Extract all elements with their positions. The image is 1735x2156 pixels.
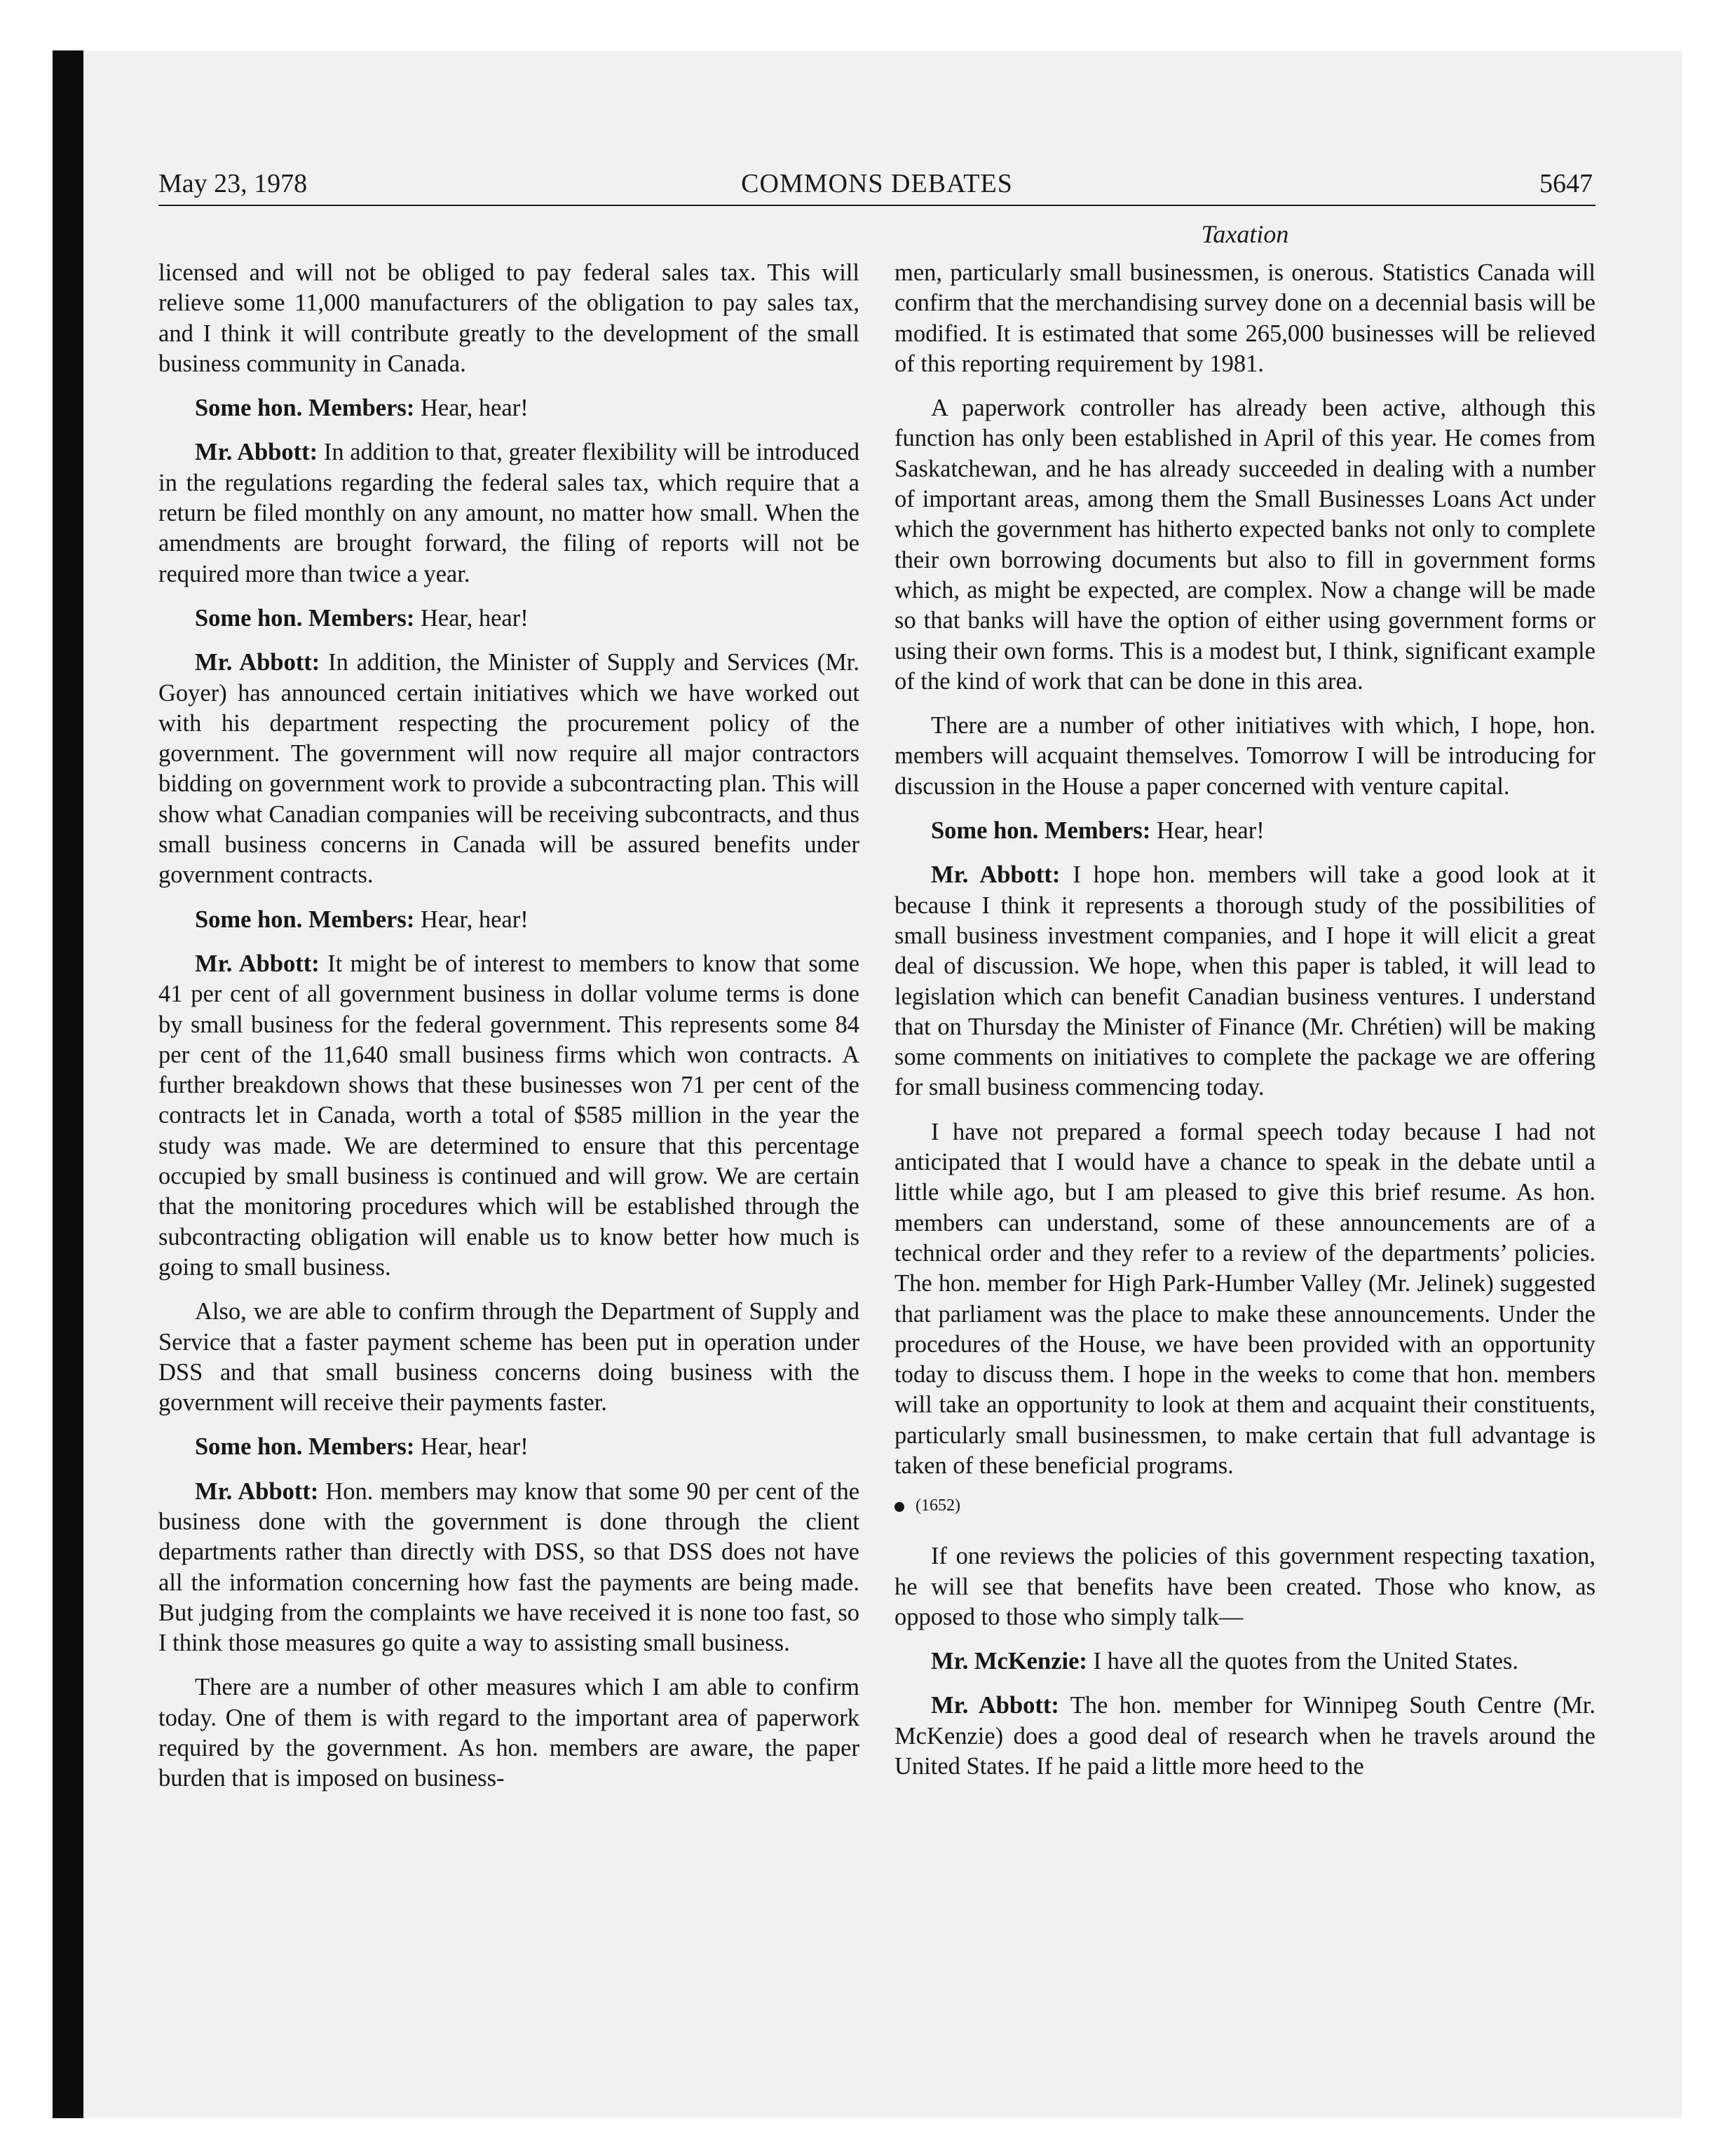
speech-paragraph (158, 648, 859, 890)
scan-edge (53, 50, 83, 2118)
interjection (158, 603, 859, 634)
speech-text: It might be of interest to members to know that some 41 per cent of all government business in dollar volume terms is done by small business for the federal government. This represents some 84 per cent of the 11,640 small business firms which won contracts. A further breakdown shows that these businesses won 71 per cent of the contracts let in Canada, worth a total of $585 million in the year the study was made. We are determined to ensure that this percentage occupied by small business is continued and will grow. We are certain that the monitoring procedures which will be established through the subcontracting obligation will enable us to know better how much is going to small business. (158, 950, 859, 1281)
speaker-name: Mr. McKenzie: (931, 1648, 1087, 1675)
running-head (158, 163, 1595, 206)
paragraph: A paperwork controller has already been active, although this function has only been established in April of this year. He comes from Saskatchewan, and he has already succeeded in dealing with a number of important areas, among them the Small Businesses Loans Act under which the government has hitherto expected banks not only to complete their own borrowing documents but also to fill in government forms which, as might be expected, are complex. Now a change will be made so that banks will have the option of either using government forms or using their own forms. This is a modest but, I think, significant example of the kind of work that can be done in this area. (894, 395, 1595, 695)
speaker-name: Some hon. Members: (195, 906, 415, 933)
speech-text: Hear, hear! (420, 395, 529, 422)
speaker-name: Some hon. Members: (195, 1433, 415, 1461)
right-column (894, 258, 1595, 1954)
speaker-name: Some hon. Members: (195, 395, 415, 422)
paragraph: licensed and will not be obliged to pay federal sales tax. This will relieve some 11,000 manufacturers of the obligation to pay sales tax, and I think it will contribute greatly to the development of the small business community in Canada. (158, 259, 859, 377)
speech-paragraph (158, 437, 859, 589)
speech-text: Hon. members may know that some 90 per cent of the business done with the government is done through the client departments rather than directly with DSS, so that DSS does not have all the information concerning how fast the payments are being made. But judging from the complaints we have received it is none too fast, so I think those measures go quite a way to assisting small business. (158, 1478, 859, 1657)
speaker-name: Mr. Abbott: (195, 439, 318, 466)
speech-text: Hear, hear! (420, 604, 529, 632)
interjection (158, 393, 859, 423)
speaker-name: Mr. Abbott: (195, 1478, 319, 1505)
paragraph: men, particularly small businessmen, is onerous. Statistics Canada will confirm that the merchandising survey done on a decennial basis will be modified. It is estimated that some 265,000 businesses will be relieved of this reporting requirement by 1981. (894, 259, 1595, 377)
interjection (158, 1432, 859, 1462)
subject-heading: Taxation (1201, 220, 1289, 248)
time-marker-text: (1652) (916, 1496, 960, 1515)
interjection (894, 816, 1595, 846)
left-column (158, 258, 859, 1954)
speech-text: I hope hon. members will take a good look at it because I think it represents a thorough study of the possibilities of small business investment companies, and I hope it will elicit a great deal of discussion. We hope, when this paper is tabled, it will lead to legislation which can benefit Canadian business ventures. I understand that on Thursday the Minister of Finance (Mr. Chrétien) will be making some comments on initiatives to complete the package we are offering for small business commencing today. (894, 861, 1595, 1101)
speech-paragraph (894, 860, 1595, 1103)
interjection (158, 905, 859, 935)
time-marker (894, 1495, 1595, 1516)
speech-paragraph (158, 1477, 859, 1659)
speaker-name: Mr. Abbott: (195, 649, 320, 676)
speech-text: The hon. member for Winnipeg South Centre (Mr. McKenzie) does a good deal of research when he travels around the United States. If he paid a little more heed to the (894, 1692, 1595, 1780)
speaker-name: Some hon. Members: (195, 604, 415, 632)
paragraph: Also, we are able to confirm through the Department of Supply and Service that a faster payment scheme has been put in operation under DSS and that small business concerns doing business with the government will receive their payments faster. (158, 1298, 859, 1417)
paragraph: I have not prepared a formal speech today because I had not anticipated that I would have a chance to speak in the debate until a little while ago, but I am pleased to give this brief resume. As hon. members can understand, some of these announcements are of a technical order and they refer to a review of the departments’ policies. The hon. member for High Park-Humber Valley (Mr. Jelinek) suggested that parliament was the place to make these announcements. Under the procedures of the House, we have been provided with an opportunity today to discuss them. I hope in the weeks to come that hon. members will take an opportunity to look at them and acquaint their constituents, particularly small businessmen, to make certain that full advantage is taken of these beneficial programs. (894, 1118, 1595, 1479)
speech-text: Hear, hear! (1156, 817, 1265, 845)
speech-paragraph (894, 1646, 1595, 1677)
paragraph: There are a number of other initiatives with which, I hope, hon. members will acquaint themselves. Tomorrow I will be introducing for discussion in the House a paper concerned with venture capital. (894, 712, 1595, 800)
speaker-name: Some hon. Members: (931, 817, 1151, 845)
speech-text: Hear, hear! (420, 1433, 529, 1461)
speech-text: I have all the quotes from the United States. (1093, 1648, 1518, 1675)
speech-text: Hear, hear! (420, 906, 529, 933)
header-title: COMMONS DEBATES (741, 169, 1013, 198)
paragraph: There are a number of other measures which I am able to confirm today. One of them is with regard to the important area of paperwork required by the government. As hon. members are aware, the paper burden that is imposed on business- (158, 1674, 859, 1792)
speaker-name: Mr. Abbott: (931, 1692, 1059, 1719)
speech-paragraph (894, 1691, 1595, 1782)
speech-text: In addition, the Minister of Supply and Services (Mr. Goyer) has announced certain initiatives which we have worked out with his department respecting the procurement policy of the government. The government will now require all major contractors bidding on government work to provide a subcontracting plan. This will show what Canadian companies will be receiving subcontracts, and thus small business concerns in Canada will be assured benefits under government contracts. (158, 649, 859, 889)
speaker-name: Mr. Abbott: (931, 861, 1061, 889)
page-number: 5647 (1539, 169, 1593, 198)
paragraph: If one reviews the policies of this government respecting taxation, he will see that benefits have been created. Those who know, as opposed to those who simply talk— (894, 1543, 1595, 1630)
speaker-name: Mr. Abbott: (195, 950, 320, 977)
header-date: May 23, 1978 (158, 169, 308, 198)
speech-text: In addition to that, greater flexibility will be introduced in the regulations regarding the federal sales tax, which require that a return be filed monthly on any amount, no matter how small. When the amendments are brought forward, the filing of reports will not be required more than twice a year. (158, 439, 859, 587)
speech-paragraph (158, 949, 859, 1283)
bullet-dot-icon (894, 1502, 904, 1512)
